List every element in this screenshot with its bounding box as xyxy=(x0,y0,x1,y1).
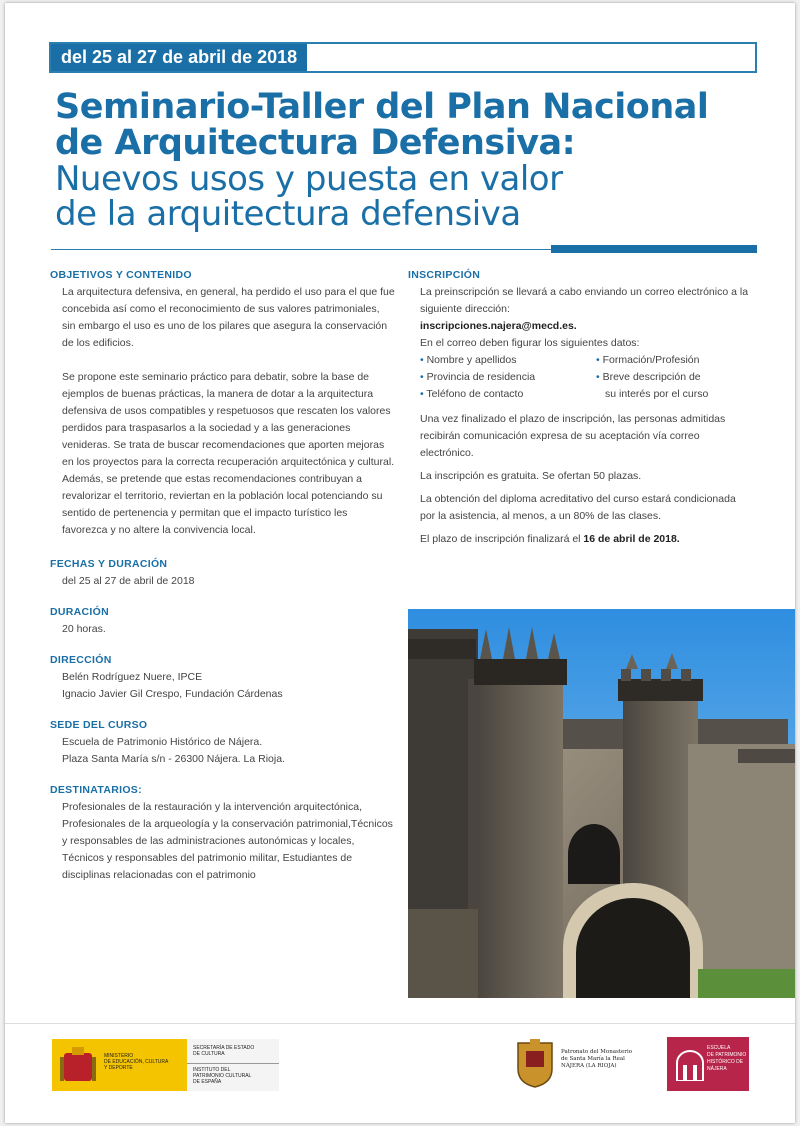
escuela-logo xyxy=(667,1037,749,1091)
date-bar xyxy=(49,42,757,73)
inscripcion-paragraph-5: La obtención del diploma acreditativo del curso estará condicionada por la asistencia, al menos, a un 80% de las clases. xyxy=(420,493,736,522)
ipce-logo xyxy=(187,1039,279,1091)
title-line-1: Seminario-Taller del Plan Nacional xyxy=(55,87,709,127)
bullet-item: • Breve descripción de xyxy=(596,369,760,386)
inscripcion-heading: INSCRIPCIÓN xyxy=(408,269,481,281)
destinatarios-text: Profesionales de la restauración y la intervención arquitectónica, Profesionales de la arqueología y la conservación patrimonial,Técnicos y responsables de las administraciones autonómicas y locales, Técnicos y responsables del patrimonio militar, Estudiantes de disciplinas relacionadas con el patrimonio xyxy=(62,801,393,881)
bullet-item: • Teléfono de contacto xyxy=(420,386,596,403)
direccion-line-1: Belén Rodríguez Nuere, IPCE xyxy=(62,671,203,683)
destinatarios-heading: DESTINATARIOS: xyxy=(50,784,142,796)
monasterio-line: NÁJERA (LA RIOJA) xyxy=(561,1063,617,1069)
inscripcion-paragraph-4: La inscripción es gratuita. Se ofertan 50 plazas. xyxy=(420,470,642,482)
escuela-line: HISTÓRICO DE xyxy=(707,1059,744,1065)
ipce-line: DE CULTURA xyxy=(193,1051,225,1057)
fechas-heading: FECHAS Y DURACIÓN xyxy=(50,558,168,570)
spain-coat-of-arms-icon xyxy=(58,1043,98,1087)
sede-line-2: Plaza Santa María s/n - 26300 Nájera. La Rioja. xyxy=(62,753,285,765)
direccion-heading: DIRECCIÓN xyxy=(50,654,112,666)
ipce-text-top xyxy=(193,1045,277,1057)
monasterio-crest-icon xyxy=(514,1037,556,1089)
objetivos-paragraph-2: Se propone este seminario práctico para debatir, sobre la base de ejemplos de buenas prácticas, la manera de dotar a la arquitectura defensiva de usos compatibles y respetuosos que rescaten los valores perdidos para traspasarlos a la sociedad y a las generaciones venideras. Se trata de buscar recomendaciones que aporten mejoras en los proyectos para la correcta recuperación arquitectónica y cultural. Además, se pretende que estas recomendaciones contribuyan a revalorizar el territorio, reviertan en la población local potenciando su sentido de pertenencia y permitan que el impacto turístico les favorezca y no altere la convivencia local. xyxy=(62,371,395,536)
monasterio-line: de Santa María la Real xyxy=(561,1056,625,1062)
monasterio-text xyxy=(561,1049,651,1070)
bullet-item: • Nombre y apellidos xyxy=(420,352,596,369)
page-title xyxy=(55,89,755,233)
left-column xyxy=(50,267,395,884)
castle-photo xyxy=(408,609,795,998)
escuela-line: ESCUELA xyxy=(707,1045,731,1051)
ministry-line: MINISTERIO xyxy=(104,1053,134,1059)
brochure-page xyxy=(5,3,795,1123)
objetivos-heading: OBJETIVOS Y CONTENIDO xyxy=(50,269,192,281)
deadline-prefix: El plazo de inscripción finalizará el xyxy=(420,533,584,545)
bullet-item-continuation: su interés por el curso xyxy=(605,388,709,400)
title-line-2: de Arquitectura Defensiva: xyxy=(55,123,576,164)
ipce-line: DE ESPAÑA xyxy=(193,1079,222,1085)
inscripcion-deadline xyxy=(408,531,753,548)
deadline-date: 16 de abril de 2018. xyxy=(583,533,680,545)
sede-line-1: Escuela de Patrimonio Histórico de Nájera. xyxy=(62,736,263,748)
escuela-line: DE PATRIMONIO xyxy=(707,1052,747,1058)
ipce-line: PATRIMONIO CULTURAL xyxy=(193,1073,252,1079)
inscripcion-paragraph-3: Una vez finalizado el plazo de inscripción, las personas admitidas recibirán comunicación expresa de su aceptación vía correo electrónico. xyxy=(420,413,726,459)
bullet-item: • Formación/Profesión xyxy=(596,352,760,369)
fechas-text: del 25 al 27 de abril de 2018 xyxy=(62,575,195,587)
subtitle-line-2: de la arquitectura defensiva xyxy=(55,194,521,235)
objetivos-paragraph-1: La arquitectura defensiva, en general, ha perdido el uso para el que fue concebida así como el reconocimiento de sus valores patrimoniales, sin embargo el uso es uno de los pilares que asegura la conservación de los edificios. xyxy=(62,286,395,349)
sede-heading: SEDE DEL CURSO xyxy=(50,719,148,731)
bullet-item: • Provincia de residencia xyxy=(420,369,596,386)
subtitle-line-1: Nuevos usos y puesta en valor xyxy=(55,158,563,199)
title-divider xyxy=(51,249,551,250)
ministry-line: DE EDUCACIÓN, CULTURA xyxy=(104,1059,169,1065)
inscripcion-email[interactable]: inscripciones.najera@mecd.es. xyxy=(420,320,577,332)
ipce-line: SECRETARÍA DE ESTADO xyxy=(193,1045,255,1051)
ministry-logo xyxy=(52,1039,187,1091)
title-accent-bar xyxy=(551,245,757,253)
escuela-text xyxy=(707,1045,747,1073)
ministry-text xyxy=(104,1053,184,1071)
footer-divider xyxy=(5,1023,795,1024)
duracion-heading: DURACIÓN xyxy=(50,606,109,618)
direccion-line-2: Ignacio Javier Gil Crespo, Fundación Cárdenas xyxy=(62,688,283,700)
right-column xyxy=(408,267,753,548)
escuela-line: NÁJERA xyxy=(707,1066,727,1072)
ipce-text-bottom xyxy=(193,1067,277,1085)
ipce-line: INSTITUTO DEL xyxy=(193,1067,231,1073)
inscripcion-paragraph-2: En el correo deben figurar los siguientes datos: xyxy=(420,337,640,349)
data-bullet-list xyxy=(408,352,753,403)
escuela-building-icon xyxy=(675,1049,705,1081)
ministry-line: Y DEPORTE xyxy=(104,1065,133,1071)
duracion-text: 20 horas. xyxy=(62,623,106,635)
monasterio-line: Patronato del Monasterio xyxy=(561,1049,633,1055)
inscripcion-paragraph-1: La preinscripción se llevará a cabo enviando un correo electrónico a la siguiente dirección: xyxy=(420,286,749,315)
date-label: del 25 al 27 de abril de 2018 xyxy=(51,44,307,71)
